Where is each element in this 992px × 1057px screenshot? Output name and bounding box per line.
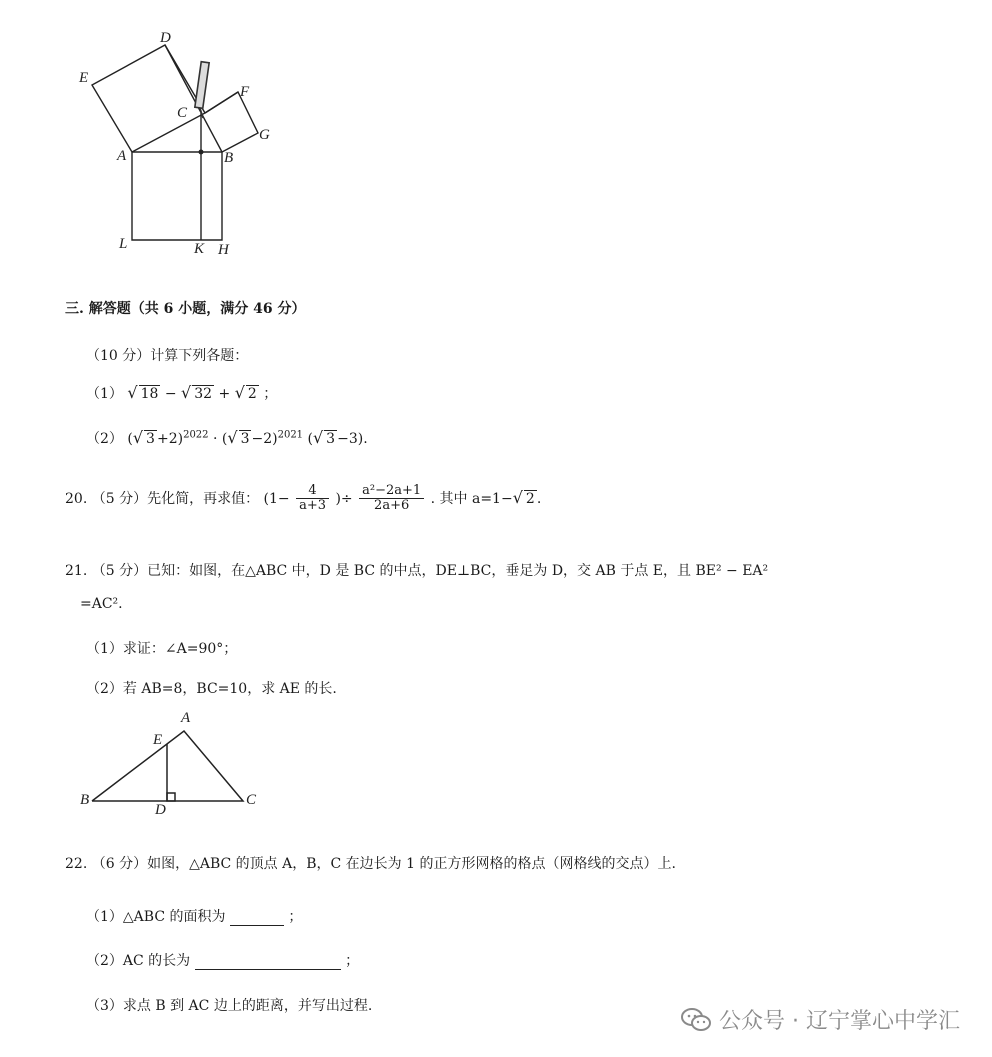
- label-e: E: [79, 70, 89, 86]
- q20-text: （5 分）先化简，再求值：: [91, 490, 260, 507]
- q21-part2: （2）若 AB=8，BC=10，求 AE 的长.: [86, 681, 337, 697]
- segment-db: [165, 45, 222, 152]
- label-f: F: [240, 84, 250, 100]
- q22-part2-blank: [195, 969, 341, 970]
- q22-part2: [86, 950, 359, 970]
- q19-root-32: 32: [194, 386, 213, 402]
- label-h: H: [218, 242, 229, 258]
- q20-frac1-den: a+3: [299, 498, 327, 514]
- tri-label-c: C: [246, 792, 257, 808]
- tri-label-b: B: [80, 792, 90, 808]
- tri-label-d: D: [155, 802, 166, 818]
- q19-p2-end: .: [363, 431, 368, 447]
- square-cbgf: [205, 92, 258, 152]
- q21-part1: （1）求证：∠A=90°；: [86, 641, 238, 657]
- tri-label-a: A: [181, 710, 191, 726]
- q20: 20. （5 分）先化简，再求值： (1− $\frac{4}{a+3}$ )÷ $\frac{\text{a²−2a+1}}{2a+6}$ . 其中 a=1−√ 2 .: [65, 483, 542, 514]
- label-c: C: [177, 105, 188, 121]
- q22-text: （6 分）如图，△ABC 的顶点 A，B，C 在边长为 1 的正方形网格的格点（网格线的交点）上.: [91, 856, 676, 872]
- q20-root: 2: [525, 490, 535, 507]
- q19-p2-minus3: −3: [337, 431, 358, 447]
- q19-part2-label: （2）: [86, 431, 123, 447]
- q19-heading: （10 分）计算下列各题：: [86, 348, 249, 364]
- q22-part2-end: ；: [345, 953, 360, 969]
- q19-part1: （1） √ 18 − √ 32 + √ 2 ；: [86, 383, 278, 402]
- label-b: B: [224, 150, 234, 166]
- square-abhl: [132, 152, 222, 240]
- q19-root-18: 18: [140, 386, 159, 402]
- q21-text: （5 分）已知：如图，在△ABC 中，D 是 BC 的中点，DE⊥BC，垂足为 D，交 AB 于点 E，且 BE² − EA²: [91, 563, 769, 579]
- tri-label-e: E: [153, 732, 163, 748]
- q21-line1: [65, 560, 768, 580]
- q22-part1-end: ；: [288, 909, 303, 925]
- q19-part1-label: （1）: [86, 386, 123, 402]
- segment-cf: [205, 92, 238, 113]
- q21-number: 21.: [65, 563, 88, 579]
- q21-line2: =AC².: [80, 596, 123, 612]
- q22: [65, 853, 676, 873]
- q19-part2: （2） (√ 3 +2)$^{2022}$ · (√ 3 −2)$^{2021}$ (√ 3 −3).: [86, 428, 368, 447]
- q19-p2-exp2: 2021: [277, 429, 304, 441]
- q22-part1-blank: [230, 925, 284, 926]
- pythagoras-figure: [70, 30, 290, 270]
- q20-tail: . 其中 a=1−: [430, 490, 513, 507]
- q22-part2-label: （2）AC 的长为: [86, 953, 191, 969]
- label-a: A: [117, 148, 127, 164]
- q20-number: 20.: [65, 490, 88, 507]
- triangle-figure: [80, 710, 270, 820]
- label-d: D: [160, 30, 171, 46]
- q20-frac2-den: 2a+6: [374, 498, 410, 514]
- section-number: 三.: [65, 301, 84, 317]
- square-acde: [92, 45, 205, 152]
- q20-fraction2: [359, 484, 424, 514]
- section-heading: [65, 298, 305, 318]
- watermark-text: 公众号 · 辽宁掌心中学汇: [719, 1009, 960, 1034]
- q19-p2-plus2: +2: [156, 431, 178, 447]
- watermark: [681, 1004, 960, 1035]
- section-title: 解答题（共 6 小题，满分 46 分）: [88, 301, 306, 317]
- q19-p2-root2: 3: [240, 431, 250, 447]
- right-angle-mark: [167, 793, 175, 801]
- q19-p2-root1: 3: [146, 431, 155, 447]
- q22-number: 22.: [65, 856, 88, 872]
- pen-sketch-icon: [195, 62, 209, 118]
- q22-part3: （3）求点 B 到 AC 边上的距离，并写出过程.: [86, 998, 373, 1014]
- q19-p2-root3: 3: [326, 431, 336, 447]
- q20-frac1-num: 4: [296, 484, 329, 499]
- label-l: L: [119, 236, 128, 252]
- label-g: G: [259, 127, 270, 143]
- label-k: K: [194, 241, 205, 257]
- q19-p2-minus2: −2: [251, 431, 273, 447]
- q20-frac2-num: a²−2a+1: [359, 484, 424, 499]
- q20-tail-end: .: [536, 490, 542, 507]
- q22-part1-label: （1）△ABC 的面积为: [86, 909, 226, 925]
- q22-part1: [86, 906, 302, 926]
- q20-fraction1: [296, 484, 329, 514]
- wechat-icon: [681, 1007, 711, 1033]
- q19-root-2: 2: [247, 386, 257, 402]
- q19-p2-exp1: 2022: [183, 429, 209, 441]
